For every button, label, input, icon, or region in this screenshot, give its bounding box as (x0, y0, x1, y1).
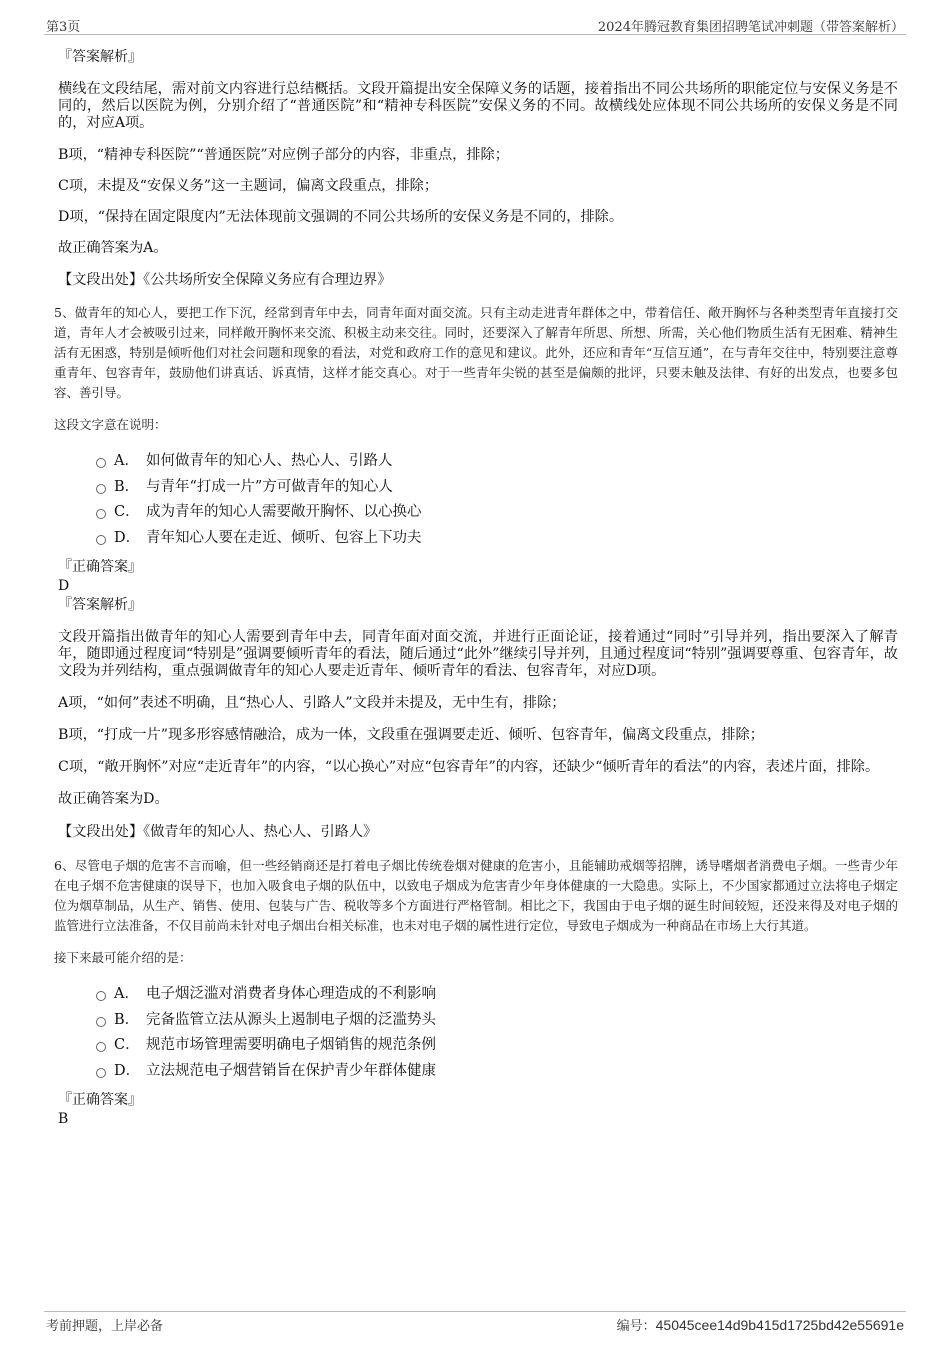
page-content (54, 44, 898, 1128)
option-d[interactable]: D． 青年知心人要在走近、倾听、包容上下功夫 (58, 526, 898, 552)
radio-button[interactable] (96, 1068, 106, 1078)
question-prompt: 接下来最可能介绍的是： (54, 950, 192, 965)
source-citation: 【文段出处】《公共场所安全保障义务应有合理边界》 (58, 272, 392, 288)
option-list (58, 982, 898, 1084)
page-footer (44, 1311, 906, 1334)
analysis-paragraph: A项，“如何”表述不明确，且“热心人、引路人”文段并未提及，无中生有，排除； (58, 695, 566, 711)
radio-button[interactable] (96, 1017, 106, 1027)
correct-answer: B (58, 1111, 69, 1127)
option-list (58, 449, 898, 551)
radio-button[interactable] (96, 535, 106, 545)
analysis-paragraph: D项，“保持在固定限度内”无法体现前文强调的不同公共场所的安保义务是不同的，排除。 (58, 209, 624, 225)
analysis-label: 『答案解析』 (58, 597, 142, 613)
source-citation: 【文段出处】《做青年的知心人、热心人、引路人》 (58, 824, 378, 840)
radio-button[interactable] (96, 484, 106, 494)
correct-answer-label: 『正确答案』 (58, 1092, 142, 1108)
option-a[interactable]: A． 电子烟泛滥对消费者身体心理造成的不利影响 (58, 982, 898, 1008)
correct-answer: D (58, 578, 70, 594)
document-code (617, 1315, 904, 1334)
analysis-paragraph: 故正确答案为D。 (58, 791, 169, 807)
analysis-paragraph: 横线在文段结尾，需对前文内容进行总结概括。文段开篇提出安全保障义务的话题，接着指出不同公共场所的职能定位与安保义务是不同的，然后以医院为例，分别介绍了“普通医院”和“精神专科医院”安保义务的不同。故横线处应体现不同公共场所的安保义务是不同的，对应A项。 (58, 81, 898, 131)
analysis-paragraph: 文段开篇指出做青年的知心人需要到青年中去，同青年面对面交流，并进行正面论证，接着通过“同时”引导并列，指出要深入了解青年，随即通过程度词“特别是”强调要倾听青年的看法，随后通过“此外”继续引导并列，且通过程度词“特别”强调要尊重、包容青年，故文段为并列结构，重点强调做青年的知心人要走近青年、倾听青年的看法、包容青年，对应D项。 (58, 629, 898, 679)
question-prompt: 这段文字意在说明： (54, 417, 167, 432)
analysis-paragraph: B项，“打成一片”现多形容感情融洽，成为一体，文段重在强调要走近、倾听、包容青年，偏离文段重点，排除； (58, 727, 764, 743)
radio-button[interactable] (96, 991, 106, 1001)
radio-button[interactable] (96, 458, 106, 468)
analysis-label: 『答案解析』 (58, 49, 142, 65)
page-number: 第3页 (46, 20, 81, 35)
option-d[interactable]: D． 立法规范电子烟营销旨在保护青少年群体健康 (58, 1059, 898, 1085)
footer-slogan: 考前押题，上岸必备 (46, 1319, 164, 1334)
analysis-paragraph: 故正确答案为A。 (58, 240, 168, 256)
option-b[interactable]: B． 完备监管立法从源头上遏制电子烟的泛滥势头 (58, 1008, 898, 1034)
radio-button[interactable] (96, 1042, 106, 1052)
analysis-paragraph: C项，未提及“安保义务”这一主题词，偏离文段重点，排除； (58, 178, 439, 194)
document-title: 2024年腾冠教育集团招聘笔试冲刺题（带答案解析） (597, 20, 904, 35)
option-c[interactable]: C． 成为青年的知心人需要敞开胸怀、以心换心 (58, 500, 898, 526)
code-label: 编号： (616, 1319, 656, 1334)
question-text: 5、做青年的知心人，要把工作下沉，经常到青年中去，同青年面对面交流。只有主动走进青年群体之中，带着信任、敞开胸怀与各种类型青年直接打交道，青年人才会被吸引过来，同样敞开胸怀来交流、积极主动来交往。同时，还要深入了解青年所思、所想、所需，关心他们物质生活有无困难、精神生活有无困惑，特别是倾听他们对社会问题和现象的看法，对党和政府工作的意见和建议。此外，还应和青年“互信互通”，在与青年交往中，特别要注意尊重青年、包容青年，鼓励他们讲真话、诉真情，这样才能交真心。对于一些青年尖锐的甚至是偏颇的批评，只要未触及法律、有好的出发点，也要多包容、善引导。 (54, 305, 898, 400)
radio-button[interactable] (96, 509, 106, 519)
question-text: 6、尽管电子烟的危害不言而喻，但一些经销商还是打着电子烟比传统卷烟对健康的危害小，且能辅助戒烟等招牌，诱导嗜烟者消费电子烟。一些青少年在电子烟不危害健康的误导下，也加入吸食电子烟的队伍中，以致电子烟成为危害青少年身体健康的一大隐患。实际上，不少国家都通过立法将电子烟定位为烟草制品，从生产、销售、使用、包装与广告、税收等多个方面进行严格管制。相比之下，我国由于电子烟的诞生时间较短，还没来得及对电子烟的监管进行立法准备，不仅目前尚未针对电子烟出台相关标准，也未对电子烟的属性进行定位，导致电子烟成为一种商品在市场上大行其道。 (54, 858, 898, 933)
code-value: 45045cee14d9b415d1725bd42e55691e (655, 1317, 904, 1333)
analysis-paragraph: C项，“敞开胸怀”对应“走近青年”的内容，“以心换心”对应“包容青年”的内容，还缺少“倾听青年的看法”的内容，表述片面，排除。 (58, 759, 880, 775)
page-header (44, 14, 906, 35)
option-b[interactable]: B． 与青年“打成一片”方可做青年的知心人 (58, 475, 898, 501)
analysis-paragraph: B项，“精神专科医院”“普通医院”对应例子部分的内容，非重点，排除； (58, 147, 509, 163)
option-a[interactable]: A． 如何做青年的知心人、热心人、引路人 (58, 449, 898, 475)
option-c[interactable]: C． 规范市场管理需要明确电子烟销售的规范条例 (58, 1033, 898, 1059)
correct-answer-label: 『正确答案』 (58, 559, 142, 575)
